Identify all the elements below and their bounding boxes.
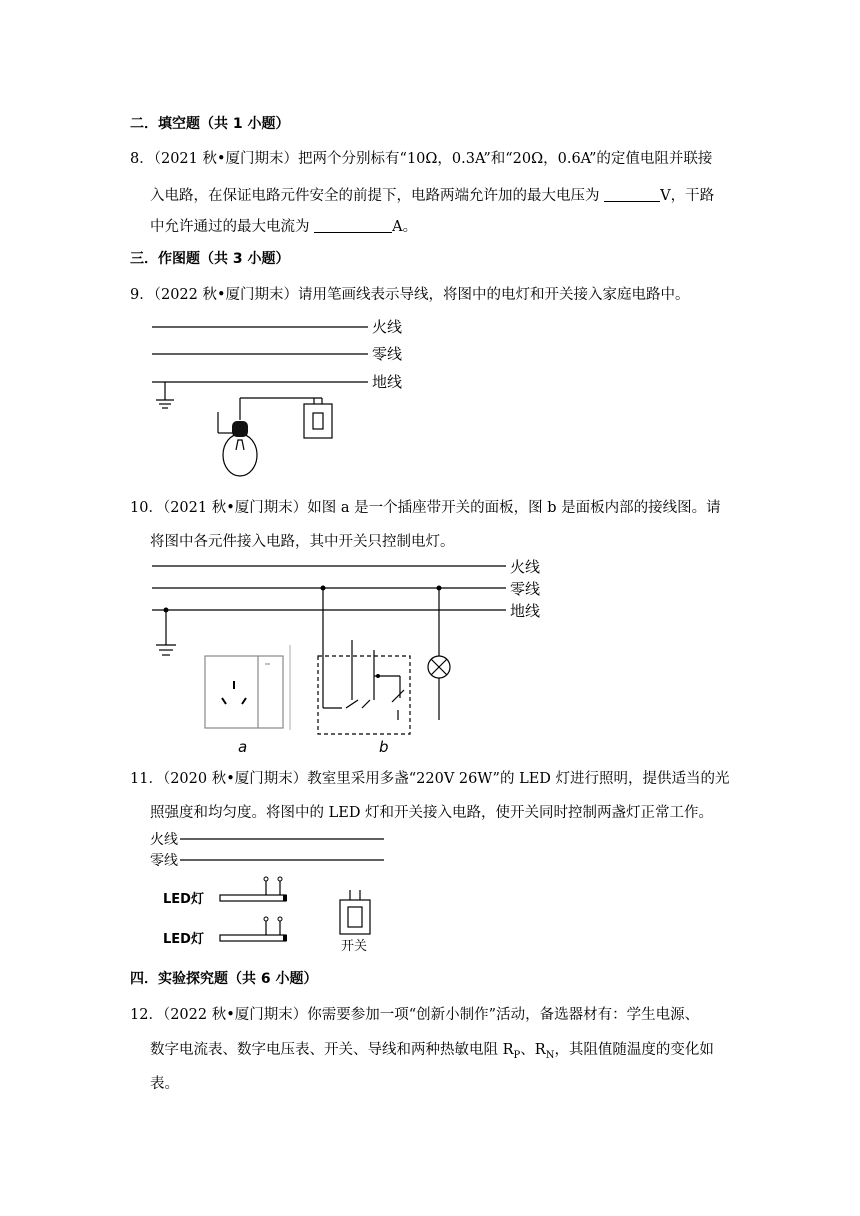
q9-label-neutral: 零线: [372, 345, 403, 363]
q12-subscript-n: N: [545, 1049, 555, 1061]
q10-label-b: b: [379, 738, 389, 756]
q12-line-2-text: 数字电流表、数字电压表、开关、导线和两种热敏电阻 R: [150, 1042, 514, 1058]
q11-label-led-2: LED灯: [163, 932, 204, 947]
q10-label-a: a: [238, 738, 248, 756]
q8-line-2-unit: V，干路: [660, 188, 715, 204]
q12-line-1: 12．（2022 秋•厦门期末）你需要参加一项“创新小制作”活动，备选器材有：学生电源、: [130, 1007, 700, 1023]
q8-line-1: 8．（2021 秋•厦门期末）把两个分别标有“10Ω，0.3A”和“20Ω，0.6A”的定值电阻并联接: [130, 151, 713, 167]
q10-line-1: 10．（2021 秋•厦门期末）如图 a 是一个插座带开关的面板，图 b 是面板内部的接线图。请: [130, 500, 721, 516]
q12-line-2-tail: ，其阻值随温度的变化如: [554, 1042, 714, 1058]
q11-label-switch: 开关: [341, 939, 368, 954]
q10-label-live: 火线: [510, 558, 541, 576]
q11-label-live: 火线: [150, 832, 178, 848]
q11-label-neutral: 零线: [150, 853, 178, 869]
q11-line-2: 照强度和均匀度。将图中的 LED 灯和开关接入电路，使开关同时控制两盏灯正常工作。: [150, 805, 714, 821]
q9-label-live: 火线: [372, 318, 403, 336]
q11-line-1: 11．（2020 秋•厦门期末）教室里采用多盏“220V 26W”的 LED 灯进行照明，提供适当的光: [130, 771, 730, 787]
q10-label-ground: 地线: [510, 602, 541, 620]
q12-line-3: 表。: [150, 1076, 179, 1092]
q12-line-2: [150, 1038, 714, 1061]
q8-line-3-unit: A。: [392, 219, 418, 235]
q10-label-neutral: 零线: [510, 580, 541, 598]
q11-label-led-1: LED灯: [163, 892, 204, 907]
section-heading-fill-in: 二．填空题（共 1 小题）: [130, 116, 290, 132]
q10-line-2: 将图中各元件接入电路，其中开关只控制电灯。: [150, 534, 455, 550]
q8-line-3-text: 中允许通过的最大电流为: [150, 219, 315, 235]
q9-text: 9．（2022 秋•厦门期末）请用笔画线表示导线，将图中的电灯和开关接入家庭电路中。: [130, 287, 690, 303]
q12-subscript-p: P: [513, 1049, 521, 1061]
q9-label-ground: 地线: [372, 373, 403, 391]
q8-line-2-text: 入电路，在保证电路元件安全的前提下，电路两端允许加的最大电压为: [150, 188, 605, 204]
section-heading-experiment: 四．实验探究题（共 6 小题）: [130, 971, 318, 987]
q12-separator: 、R: [520, 1042, 546, 1058]
section-heading-drawing: 三．作图题（共 3 小题）: [130, 251, 290, 267]
